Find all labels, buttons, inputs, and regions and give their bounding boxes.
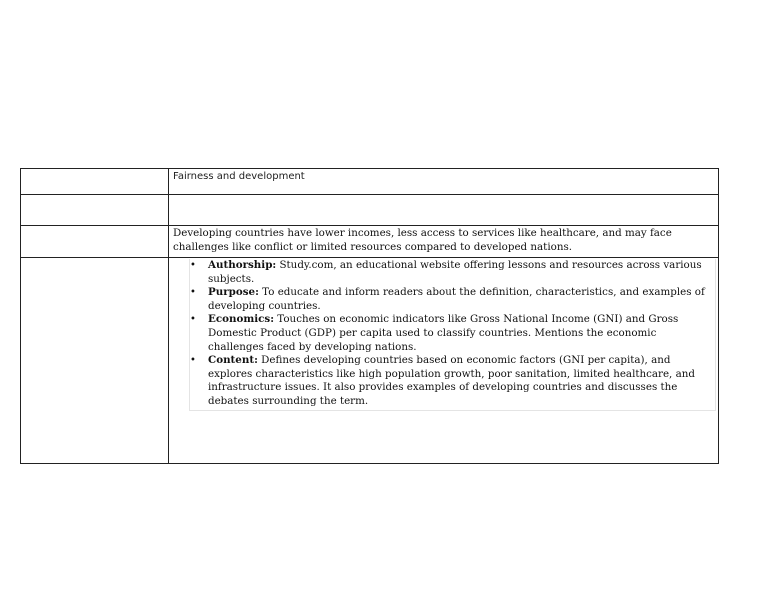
bullet-list-box	[189, 259, 716, 411]
bullet-text: To educate and inform readers about the definition, characteristics, and examples of developing countries.	[208, 286, 705, 312]
bullet-icon: •	[190, 287, 196, 299]
bullet-icon: •	[190, 314, 196, 326]
topic-title-cell: Fairness and development	[169, 169, 719, 195]
table-cell-empty	[21, 169, 169, 195]
analysis-cell	[169, 258, 719, 464]
table-row	[21, 258, 719, 464]
bullet-text: Touches on economic indicators like Gross National Income (GNI) and Gross Domestic Product (GDP) per capita used to classify countries. Mentions the economic challenges faced by developing nations.	[208, 313, 679, 353]
bullet-text: Study.com, an educational website offering lessons and resources across various subjects.	[208, 259, 702, 285]
table-row	[21, 195, 719, 226]
list-item-authorship	[190, 259, 712, 286]
table-row	[21, 169, 719, 195]
table-row	[21, 226, 719, 258]
table-cell-empty	[21, 258, 169, 464]
summary-cell: Developing countries have lower incomes, less access to services like healthcare, and may face challenges like conflict or limited resources compared to developed nations.	[169, 226, 719, 258]
table-cell-empty	[169, 195, 719, 226]
bullet-label: Economics:	[208, 313, 275, 326]
bullet-label: Content:	[208, 354, 258, 367]
document-table	[20, 168, 719, 464]
table-cell-empty	[21, 195, 169, 226]
bullet-list	[190, 259, 712, 409]
bullet-label: Purpose:	[208, 286, 259, 299]
table-cell-empty	[21, 226, 169, 258]
list-item-content	[190, 354, 712, 408]
bullet-icon: •	[190, 355, 196, 367]
bullet-label: Authorship:	[208, 259, 277, 271]
list-item-purpose	[190, 286, 712, 313]
bullet-text: Defines developing countries based on economic factors (GNI per capita), and explores characteristics like high population growth, poor sanitation, limited healthcare, and infrastructure issues. It also provides examples of developing countries and discusses the debates surrounding the term.	[208, 354, 695, 407]
list-item-economics	[190, 313, 712, 354]
bullet-icon: •	[190, 260, 196, 271]
